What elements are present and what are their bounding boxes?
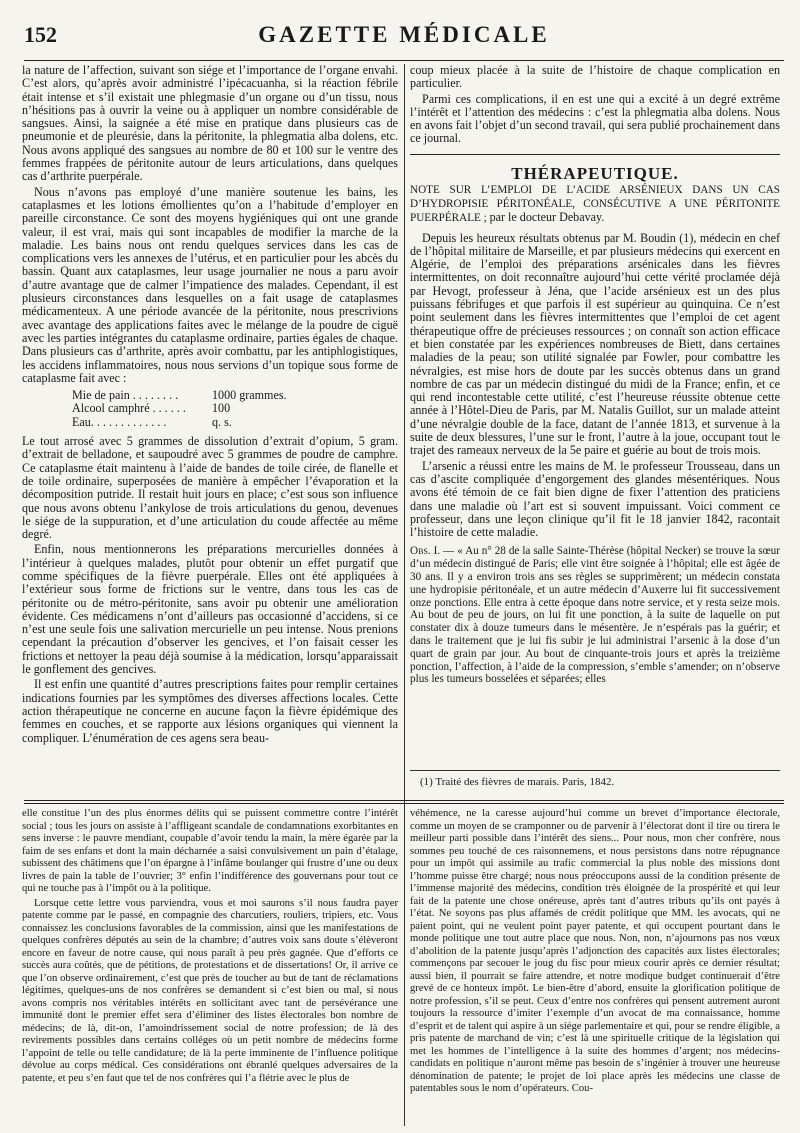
section-rule <box>410 154 780 155</box>
feuilleton-rule-inner <box>24 803 784 804</box>
left-column <box>22 64 398 820</box>
recipe-row <box>72 389 292 402</box>
paragraph: Parmi ces complications, il en est une qui a excité à un degré extrême l’intérêt et l’attention des médecins : c’est la phlegmatia alba dolens. Nous en avons fait l’objet d’un second travail, qui sera publié prochainement dans ce journal. <box>410 91 780 146</box>
recipe-row <box>72 402 292 415</box>
recipe-qty: q. s. <box>212 414 232 429</box>
feuilleton-left-column <box>22 808 398 1126</box>
paragraph: véhémence, ne la caresse aujourd’hui comme un brevet d’importance électorale, comme un moyen de se cramponner ou de parvenir à l’électorat dont il tire ou tirera le meilleur parti possible dans l’intérêt des siens... Pour nous, mon cher confrère, nous sommes peu touché de ces raisonnemens, et nous persistons dans notre répugnance pour un impôt qui assimile au trafic commercial la plus noble des missions dont l’homme puisse être chargé; nous nous préoccupons aussi de la condition présente de l’immense majorité des médecins, condition très éloignée de la prospérité et qui leur fait de la patente une chose onéreuse, après tant d’autres tributs qu’ils ont payés à l’état. Ne soyons pas plus affamés de crédit politique que MM. les avocats, qui ne paient point, qui ne veulent point payer patente, et qui occupent pourtant dans le monde politique une tout autre place que nous. Non, non, n’ajournons pas nos vœux d’abolition de la patente jusqu’après l’adjonction des capacités aux listes électorales; commençons par secouer le joug du fisc pour mieux courir après ce dernier résultat; aussi bien, il pourrait se faire attendre, et notre modique budget continuerait d’être grevé de ce honteux impôt. Le bien-être d’abord, ensuite la glorification politique de notre profession, s’il se peut. Ceux d’entre nos confrères qui pensent autrement auront toujours la ressource d’imiter l’exemple d’un avocat de ma connaissance, homme d’esprit et de talent qui aspire à un siége parlementaire et qui, pour se rendre éligible, a pris patente de marchand de vin; c’est là une spirituelle critique de la législation qui met les hommes de l’intelligence à la suite des hommes d’argent; nos médecins-candidats en politique n’auront même pas besoin de s’ingénier à trouver une heureuse dénomination de patente; le projet de loi place après les médecins une classe de patentables sous le nom d’opérateurs. Cou- <box>410 808 780 1094</box>
article-author: par le docteur Debavay. <box>489 210 605 225</box>
article-title-text: NOTE SUR L’EMPLOI DE L’ACIDE ARSÉNIEUX DANS UN CAS D’HYDROPISIE PÉRITONÉALE, CONSÉCUTIVE A UNE PÉRITONITE PUERPÉRALE ; <box>410 184 780 225</box>
recipe-item: Mie de pain . . . . . . . . <box>72 388 179 403</box>
journal-title: GAZETTE MÉDICALE <box>258 22 550 47</box>
header-rule <box>24 60 784 61</box>
paragraph: Nous n’avons pas employé d’une manière soutenue les bains, les cataplasmes et les lotions émollientes qu’on a l’habitude d’employer en pareille circonstance. Ce sont des moyens hygiéniques qui ont une grande valeur, il est vrai, mais qui sont incapables de modifier la marche de la maladie. Les bains nous ont rendu quelques services dans les cas de complications vers les annexes de l’utérus, et en particulier pour les abcès du bassin. Quant aux cataplasmes, leur usage journalier ne nous a paru avoir d’autre avantage que de calmer l’impatience des malades. Cependant, il est plusieurs circonstances dans lesquelles on a fait usage de cataplasmes médicamenteux. A une période avancée de la péritonite, nous prescrivions avec avantage des applications faites avec le mélange de la poudre de ciguë avec les parties intégrantes du cataplasme ordinaire, parties égales de chaque. Dans plusieurs cas d’arthrite, après avoir combattu, par les antiphlogistiques, les accidens inflammatoires, nous nous servions d’un topique sous forme de cataplasme fait avec : <box>22 184 398 385</box>
paragraph: Enfin, nous mentionnerons les préparations mercurielles données à l’intérieur à quelques malades, plutôt pour obtenir un effet purgatif que comme spécifiques de la fièvre puerpérale. Elles ont été appliquées à l’extérieur sous forme de frictions sur le ventre, dans tous les cas de péritonite ou de métro-péritonite, sans avoir pu obtenir une amélioration évidente. Ces médicamens n’ont d’ailleurs pas occasionné d’accidens, si ce n’est une seule fois une salivation mercurielle un peu intense. Nous prenions cependant la précaution d’observer les gencives, et l’on faisait cesser les frictions et nettoyer la peau déjà soumise à la médication, lorsqu’apparaissait le gonflement des gencives. <box>22 542 398 677</box>
footnote: (1) Traité des fièvres de marais. Paris, 1842. <box>420 776 615 788</box>
paragraph: Depuis les heureux résultats obtenus par M. Boudin (1), médecin en chef de l’hôpital militaire de Marseille, et par plusieurs médecins qui exercent en Algérie, de l’emploi des préparations arsénicales dans les fièvres intermittentes, on doit reconnaître aujourd’hui cette vérité proclamée déjà par Hevogt, professeur à Jéna, que l’acide arsénieux est un des plus puissans fébrifuges et que parfois il est supérieur au quinquina. Ce n’est point seulement dans les fièvres intermittentes que l’emploi de cet agent thérapeutique offre de précieuses ressources ; on connaît son action efficace et bien constatée par les expériences nombreuses de Biett, dans certaines maladies de la peau; son utilité signalée par Fowler, pour combattre les névralgies, est mise hors de doute par les succès obtenus dans un grand nombre de cas par un médecin distingué du midi de la France; enfin, et ce qui rend incontestable cette utilité, c’est l’heureuse réussite obtenue cette année à l’Hôtel-Dieu de Paris, par M. Natalis Guillot, sur un malade atteint d’une névralgie double de la face, datant de l’année 1813, et survenue à la suite de deux blessures, l’une sur le front, l’autre à la joue, occupant tout le trajet des rameaux nerveux de la 5e paire et guérie au bout de trois mois. <box>410 230 780 458</box>
page-header <box>24 18 784 54</box>
observation-head: Obs. I. — <box>410 545 455 558</box>
paragraph: Le tout arrosé avec 5 grammes de dissolution d’extrait d’opium, 5 gram. d’extrait de belladone, et saupoudré avec 5 grammes de poudre de camphre. Ce cataplasme était maintenu à l’aide de bandes de toile cirée, de flanelle et de toile ordinaire, superposées de manière à empêcher l’évaporation et la décomposition putride. Il restait huit jours en place; c’est sous son influence que nous avons obtenu l’ankylose de trois articulations du genou, devenues le siége de la suppuration, et d’une articulation du coude affectée au même degré. <box>22 434 398 542</box>
recipe <box>72 389 398 429</box>
page-number: 152 <box>24 22 57 47</box>
footnote-rule <box>410 770 780 771</box>
recipe-item: Alcool camphré . . . . . . <box>72 401 186 416</box>
observation <box>410 545 780 686</box>
right-column <box>410 64 780 764</box>
article-title <box>410 184 780 226</box>
paragraph: L’arsenic a réussi entre les mains de M. le professeur Trousseau, dans un cas d’ascite compliquée d’engorgement des glandes mésentériques. Nous avons été témoin de ce fait bien digne de fixer l’attention des praticiens dans une maladie où l’art est si souvent impuissant. Voici comment ce professeur, dans une leçon clinique qu’il fit le 18 janvier 1842, racontait l’histoire de cette maladie. <box>410 458 780 540</box>
recipe-qty: 1000 grammes. <box>212 388 287 403</box>
recipe-row <box>72 416 292 429</box>
paragraph: Il est enfin une quantité d’autres prescriptions faites pour remplir certaines indications fournies par les symptômes des diverses affections locales. Cette action thérapeutique ne concerne en aucune façon la fièvre épidémique des femmes en couches, et se rapporte aux lésions organiques qui viennent la compliquer. L’énumération de ces agens sera beau- <box>22 677 398 745</box>
feuilleton-divider <box>404 808 405 1126</box>
section-title: THÉRAPEUTIQUE. <box>511 163 679 183</box>
column-divider <box>404 64 405 816</box>
paragraph: elle constitue l’un des plus énormes délits qui se puissent commettre contre l’intérêt social ; tous les jours on assiste à l’affligeant scandale de condamnations exorbitantes en sens inverse : le pauvre mendiant, coupable d’avoir tendu la main, la mère égarée par la faim de ses enfans et dont la main décharnée a saisi convulsivement un pain d’étalage, subissent des châtimens que l’on épargne à l’infâme boulanger qui frustre d’une ou deux livres de pain la table de l’ouvrier; 3° enfin l’indifférence des gouvernans pour tout ce qui ne touche pas à l’impôt ou à la politique. <box>22 808 398 894</box>
feuilleton-rule <box>24 800 784 801</box>
recipe-qty: 100 <box>212 401 231 416</box>
observation-text: « Au n° 28 de la salle Sainte-Thérèse (hôpital Necker) se trouve la sœur d’un médecin distingué de Paris; elle vint être soignée à l’hôpital; elle est âgée de 30 ans. Il y a environ trois ans ses règles se supprimèrent; un médecin constata une hydropisie péritonéale, et un autre médecin d’Auxerre lui fit successivement onze ponctions. Elle entra à cette époque dans notre service, et y resta seize mois. Au bout de peu de jours, on lui fit une ponction, à la suite de laquelle on put constater dix à douze tumeurs dans le mésentère. Je n’espérais pas la guérir; et dans le traitement que je lui fis subir je lui administrai l’arsenic à la dose d’un quart de grain par jour. Au bout de cinquante-trois jours et après la treizième ponction, l’affection, à l’aide de la compression, s’emble s’amender; on n’observe plus les tumeurs bosselées et séparées; elles <box>410 545 780 686</box>
paragraph: la nature de l’affection, suivant son siége et l’importance de l’organe envahi. C’est alors, qu’après avoir administré l’ipécacuanha, si la réaction fébrile était intense et s’il existait une phlegmasie d’un organe ou d’un tissu, nous n’hésitions pas à ouvrir la veine ou à appliquer un nombre considérable de sangsues. Ainsi, la saignée a été mise en pratique dans plusieurs cas de pneumonie et de pleurésie, dans la péritonite, la phlegmatia alba dolens, etc. Nous avons appliqué des sangsues au nombre de 80 et 100 sur le ventre des femmes frappées de péritonite autour de leurs articulations, dans quelques cas d’arthrite puerpérale. <box>22 64 398 184</box>
feuilleton-right-column <box>410 808 780 1126</box>
paragraph: Lorsque cette lettre vous parviendra, vous et moi saurons s’il nous faudra payer patente comme par le passé, en compagnie des charcutiers, rouliers, tripiers, etc. Vous connaissez les conclusions favorables de la commission, ainsi que les manifestations de quelques confrères députés au sein de la chambre; d’autres voix sans doute s’élèveront encore en faveur de notre cause, qui nous paraît à peu près gagnée. Que d’efforts ce succès aura coûtés, que de pétitions, de protestations et de dissertations! Or, il arrive ce que l’on observe ordinairement, c’est que près de toucher au but de tant de réclamations légitimes, quelques-uns de nos confrères se demandent si c’est bien ou mal, si nous avons compris nos véritables intérêts en sollicitant avec tant de persévérance une immunité dont le premier effet sera d’éliminer des listes électorales bon nombre de médecins; de là, dit-on, l’amoindrissement social de notre profession; de là des revirements possibles dans certains colléges où un petit nombre de médecins forme l’appoint de telle ou telle candidature; de là la perte imminente de l’influence politique dévolue au corps médical. Ces considérations ont ébranlé quelques adversaires de la patente, et peu s’en faut que tel de nos confrères qui l’a flétrie avec le plus de <box>22 897 398 1084</box>
recipe-item: Eau. . . . . . . . . . . . . <box>72 414 167 429</box>
paragraph: coup mieux placée à la suite de l’histoire de chaque complication en particulier. <box>410 64 780 91</box>
